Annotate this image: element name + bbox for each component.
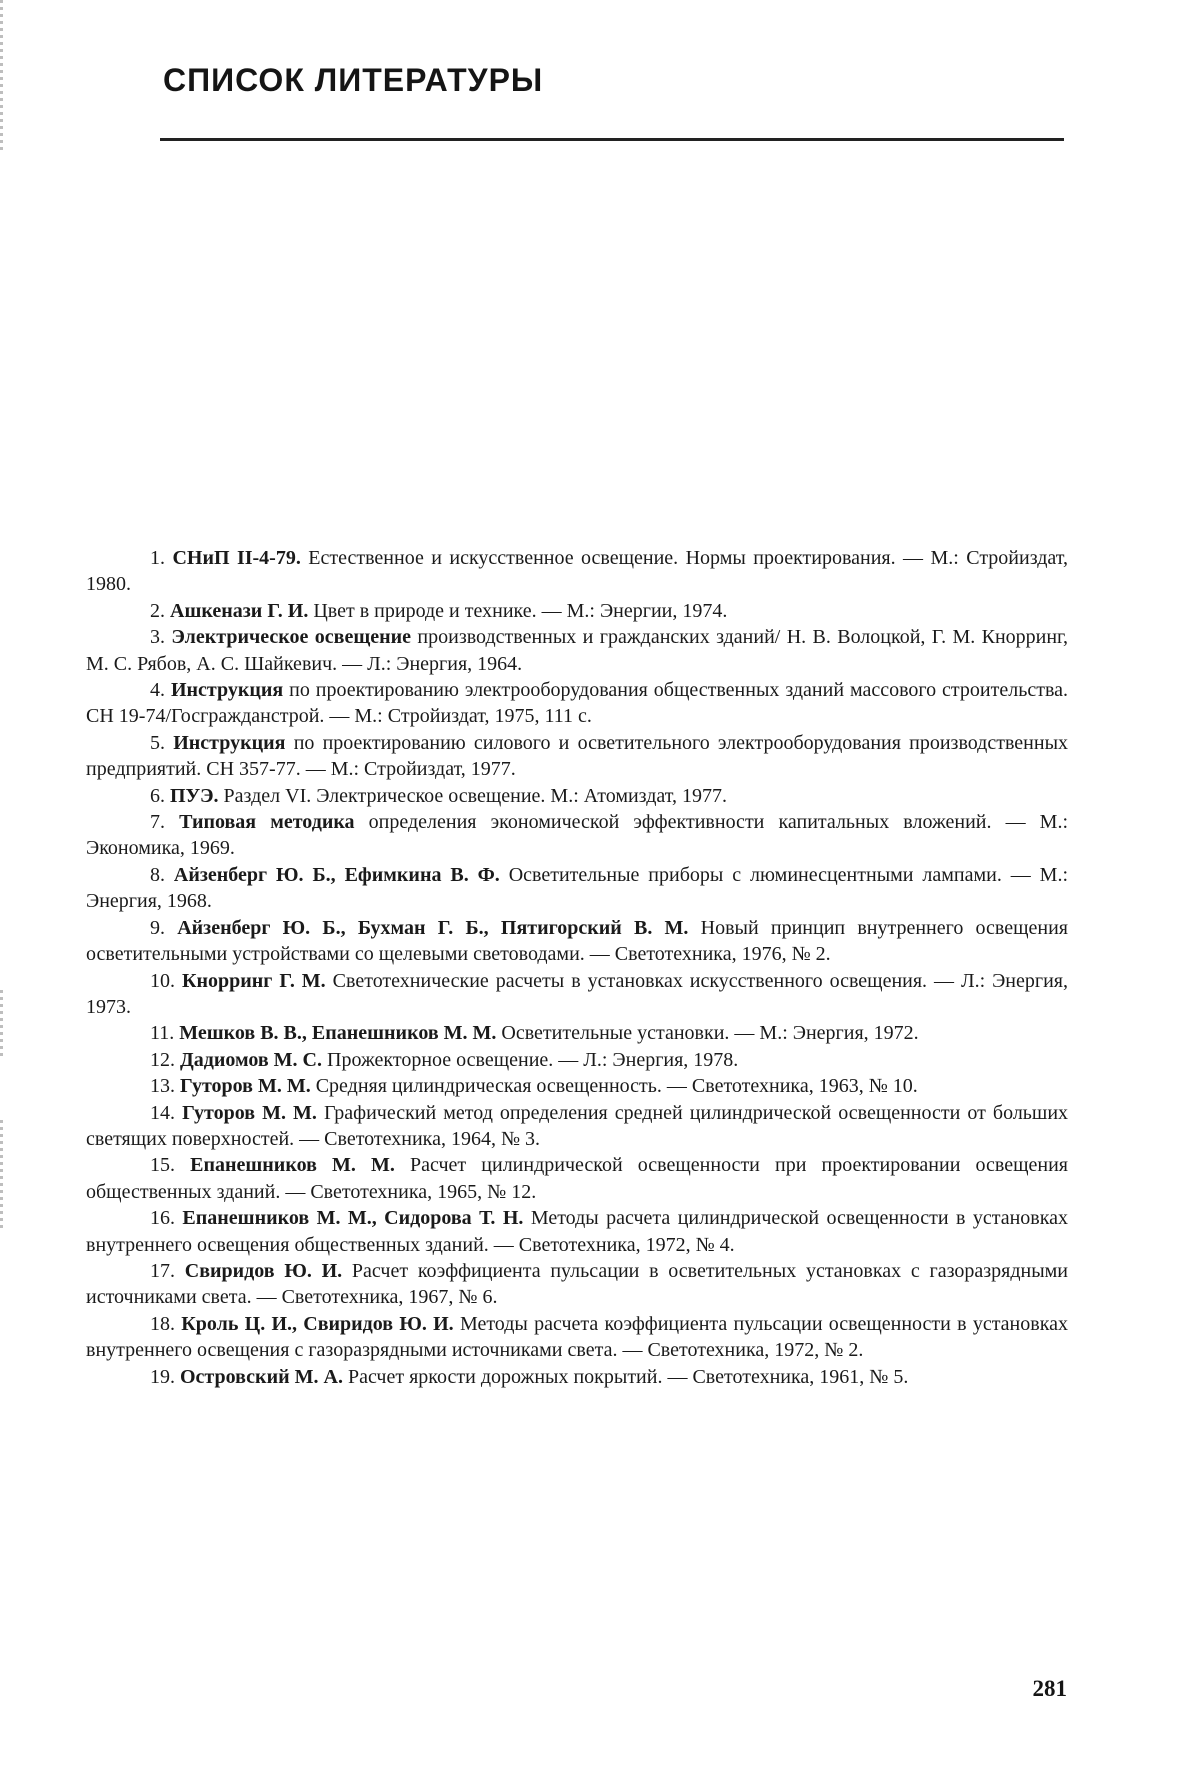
reference-author: Кроль Ц. И., Свиридов Ю. И. — [181, 1312, 454, 1335]
reference-number: 1. — [150, 547, 165, 569]
reference-text: Расчет яркости дорожных покрытий. — Светотехника, 1961, № 5. — [347, 1365, 909, 1388]
reference-item — [86, 1205, 1068, 1258]
scan-edge-mark — [0, 0, 3, 150]
reference-author: Гуторов М. М. — [180, 1075, 311, 1098]
reference-text: Светотехнические расчеты в установках искусственного освещения. — Л.: Энергия, 1973. — [86, 969, 1068, 1018]
reference-number: 10. — [150, 969, 175, 992]
reference-author: Епанешников М. М. — [190, 1154, 395, 1177]
reference-text: по проектированию электрооборудования общественных зданий массового строительства. СН 19-74/Госгражданстрой. — М.: Стройиздат, 1975, 111 с. — [86, 679, 1069, 728]
reference-number: 18. — [150, 1312, 175, 1335]
reference-number: 2. — [150, 599, 165, 622]
reference-text: определения экономической эффективности капитальных вложений. — М.: Экономика, 1969. — [86, 811, 1069, 860]
reference-author: Типовая методика — [179, 811, 355, 834]
reference-text: Расчет цилиндрической освещенности при проектировании освещения общественных зданий. — Светотехника, 1965, № 12. — [86, 1154, 1069, 1203]
reference-item — [86, 1364, 1068, 1390]
reference-author: Епанешников М. М., Сидорова Т. Н. — [182, 1207, 524, 1230]
reference-author: Мешков В. В., Епанешников М. М. — [179, 1022, 497, 1045]
reference-item — [86, 598, 1068, 624]
reference-text: Осветительные приборы с люминесцентными лампами. — М.: Энергия, 1968. — [86, 863, 1069, 913]
reference-text: Методы расчета коэффициента пульсации освещенности в установках внутреннего освещения с газоразрядными источниками света. — Светотехника, 1972, № 2. — [86, 1312, 1068, 1362]
reference-author: ПУЭ. — [170, 784, 219, 807]
reference-text: Осветительные установки. — М.: Энергия, 1972. — [501, 1022, 919, 1045]
reference-item — [86, 1100, 1068, 1153]
reference-author: Айзенберг Ю. Б., Бухман Г. Б., Пятигорский В. М. — [177, 916, 689, 939]
reference-author: Ашкенази Г. И. — [170, 599, 309, 622]
reference-item — [86, 1311, 1068, 1364]
reference-item — [86, 730, 1068, 783]
reference-item — [86, 862, 1068, 915]
page-number: 281 — [1032, 1676, 1067, 1701]
reference-number: 13. — [150, 1075, 175, 1098]
reference-item — [86, 1020, 1068, 1046]
reference-text: Методы расчета цилиндрической освещенности в установках внутреннего освещения общественных зданий. — Светотехника, 1972, № 4. — [86, 1207, 1069, 1256]
reference-number: 14. — [150, 1101, 175, 1124]
reference-number: 17. — [150, 1259, 175, 1282]
reference-author: Электрическое освещение — [171, 626, 412, 649]
reference-item — [86, 809, 1068, 862]
reference-item — [86, 1152, 1068, 1205]
reference-text: Новый принцип внутреннего освещения осветительными устройствами со щелевыми световодами. — Светотехника, 1976, № 2. — [86, 916, 1069, 966]
reference-number: 8. — [150, 863, 165, 886]
reference-item — [86, 1258, 1068, 1311]
reference-text: по проектированию силового и осветительного электрооборудования производственных предприятий. СН 357-77. — М.: Стройиздат, 1977. — [86, 731, 1069, 781]
reference-item — [86, 915, 1068, 968]
reference-number: 11. — [150, 1022, 175, 1045]
reference-item — [86, 1073, 1068, 1099]
reference-item — [86, 545, 1068, 598]
reference-text: Прожекторное освещение. — Л.: Энергия, 1978. — [327, 1048, 739, 1071]
reference-author: Свиридов Ю. И. — [184, 1259, 343, 1282]
reference-number: 7. — [150, 811, 165, 834]
reference-text: Естественное и искусственное освещение. Нормы проектирования. — М.: Стройиздат, 1980. — [86, 547, 1069, 596]
reference-text: Раздел VI. Электрическое освещение. М.: Атомиздат, 1977. — [223, 784, 727, 807]
reference-author: Инструкция — [173, 731, 286, 754]
reference-number: 5. — [150, 731, 165, 754]
reference-number: 16. — [150, 1207, 175, 1230]
reference-number: 9. — [150, 916, 165, 939]
reference-text: Графический метод определения средней цилиндрической освещенности от больших светящих поверхностей. — Светотехника, 1964, № 3. — [86, 1101, 1069, 1150]
reference-item — [86, 968, 1068, 1021]
reference-author: Айзенберг Ю. Б., Ефимкина В. Ф. — [173, 863, 500, 886]
reference-author: Инструкция — [170, 679, 284, 702]
reference-text: Цвет в природе и технике. — М.: Энергии, 1974. — [313, 599, 728, 622]
reference-text: Средняя цилиндрическая освещенность. — Светотехника, 1963, № 10. — [315, 1075, 918, 1098]
reference-number: 12. — [150, 1048, 175, 1071]
reference-number: 6. — [150, 784, 165, 807]
reference-number: 15. — [150, 1154, 175, 1177]
reference-item — [86, 624, 1068, 677]
reference-number: 4. — [150, 679, 165, 702]
reference-author: СНиП II-4-79. — [172, 547, 301, 569]
reference-author: Островский М. А. — [180, 1365, 343, 1388]
reference-item — [86, 783, 1068, 809]
scan-edge-mark — [0, 1120, 3, 1230]
reference-author: Кнорринг Г. М. — [181, 969, 326, 992]
scan-edge-mark — [0, 990, 3, 1060]
reference-item — [86, 1047, 1068, 1073]
reference-number: 19. — [150, 1365, 175, 1388]
page-title: СПИСОК ЛИТЕРАТУРЫ — [163, 62, 544, 98]
reference-author: Гуторов М. М. — [182, 1101, 317, 1124]
reference-item — [86, 677, 1068, 730]
reference-text: Расчет коэффициента пульсации в осветительных установках с газоразрядными источниками света. — Светотехника, 1967, № 6. — [86, 1259, 1069, 1309]
reference-author: Дадиомов М. С. — [180, 1048, 323, 1071]
reference-list — [86, 545, 1068, 1390]
title-rule — [160, 138, 1064, 141]
reference-text: производственных и гражданских зданий/ Н. В. Волоцкой, Г. М. Кнорринг, М. С. Рябов, А. С. Шайкевич. — Л.: Энергия, 1964. — [86, 626, 1068, 675]
reference-number: 3. — [150, 626, 165, 649]
